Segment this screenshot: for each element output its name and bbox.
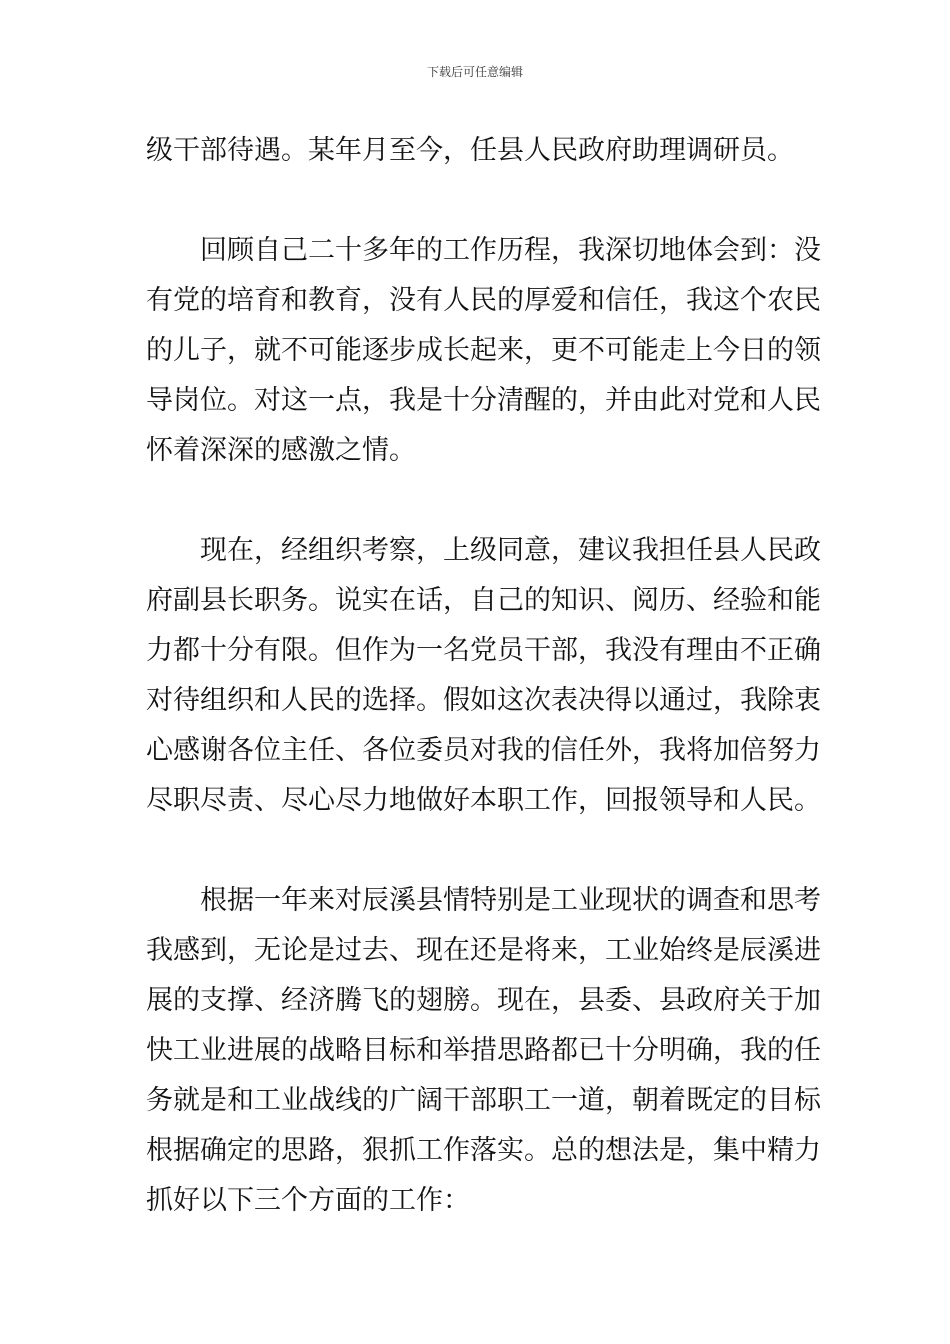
text-line: 力都十分有限。但作为一名党员干部，我没有理由不正确 bbox=[146, 635, 821, 666]
text-line: 府副县长职务。说实在话，自己的知识、阅历、经验和能 bbox=[146, 585, 821, 616]
paragraph-spacer bbox=[146, 176, 810, 226]
text-line: 尽职尽责、尽心尽力地做好本职工作，回报领导和人民。 bbox=[146, 785, 821, 816]
text-line: 有党的培育和教育，没有人民的厚爱和信任，我这个农民 bbox=[146, 285, 821, 316]
text-line: 回顾自己二十多年的工作历程，我深切地体会到：没 bbox=[200, 235, 821, 266]
text-line: 导岗位。对这一点，我是十分清醒的，并由此对党和人民 bbox=[146, 385, 821, 416]
text-line: 根据一年来对辰溪县情特别是工业现状的调查和思考 bbox=[200, 885, 821, 916]
text-line: 快工业进展的战略目标和举措思路都已十分明确，我的任 bbox=[146, 1035, 821, 1066]
text-line: 级干部待遇。某年月至今，任县人民政府助理调研员。 bbox=[146, 135, 794, 166]
text-line: 对待组织和人民的选择。假如这次表决得以通过，我除衷 bbox=[146, 685, 821, 716]
page-header: 下载后可任意编辑 bbox=[426, 65, 523, 79]
paragraph-spacer bbox=[146, 826, 810, 876]
paragraph-spacer bbox=[146, 476, 810, 526]
paragraph-3 bbox=[146, 526, 821, 826]
text-line: 的儿子，就不可能逐步成长起来，更不可能走上今日的领 bbox=[146, 335, 821, 366]
text-line: 怀着深深的感激之情。 bbox=[146, 435, 416, 466]
document-body bbox=[146, 126, 821, 1226]
text-line: 展的支撑、经济腾飞的翅膀。现在，县委、县政府关于加 bbox=[146, 985, 821, 1016]
text-line: 我感到，无论是过去、现在还是将来，工业始终是辰溪进 bbox=[146, 935, 821, 966]
text-line: 心感谢各位主任、各位委员对我的信任外，我将加倍努力 bbox=[146, 735, 821, 766]
paragraph-2 bbox=[146, 226, 821, 476]
paragraph-4 bbox=[146, 876, 821, 1226]
text-line: 抓好以下三个方面的工作： bbox=[146, 1185, 470, 1216]
paragraph-1 bbox=[146, 126, 810, 176]
text-line: 根据确定的思路，狠抓工作落实。总的想法是，集中精力 bbox=[146, 1135, 821, 1166]
text-line: 务就是和工业战线的广阔干部职工一道，朝着既定的目标 bbox=[146, 1085, 821, 1116]
text-line: 现在，经组织考察，上级同意，建议我担任县人民政 bbox=[200, 535, 821, 566]
